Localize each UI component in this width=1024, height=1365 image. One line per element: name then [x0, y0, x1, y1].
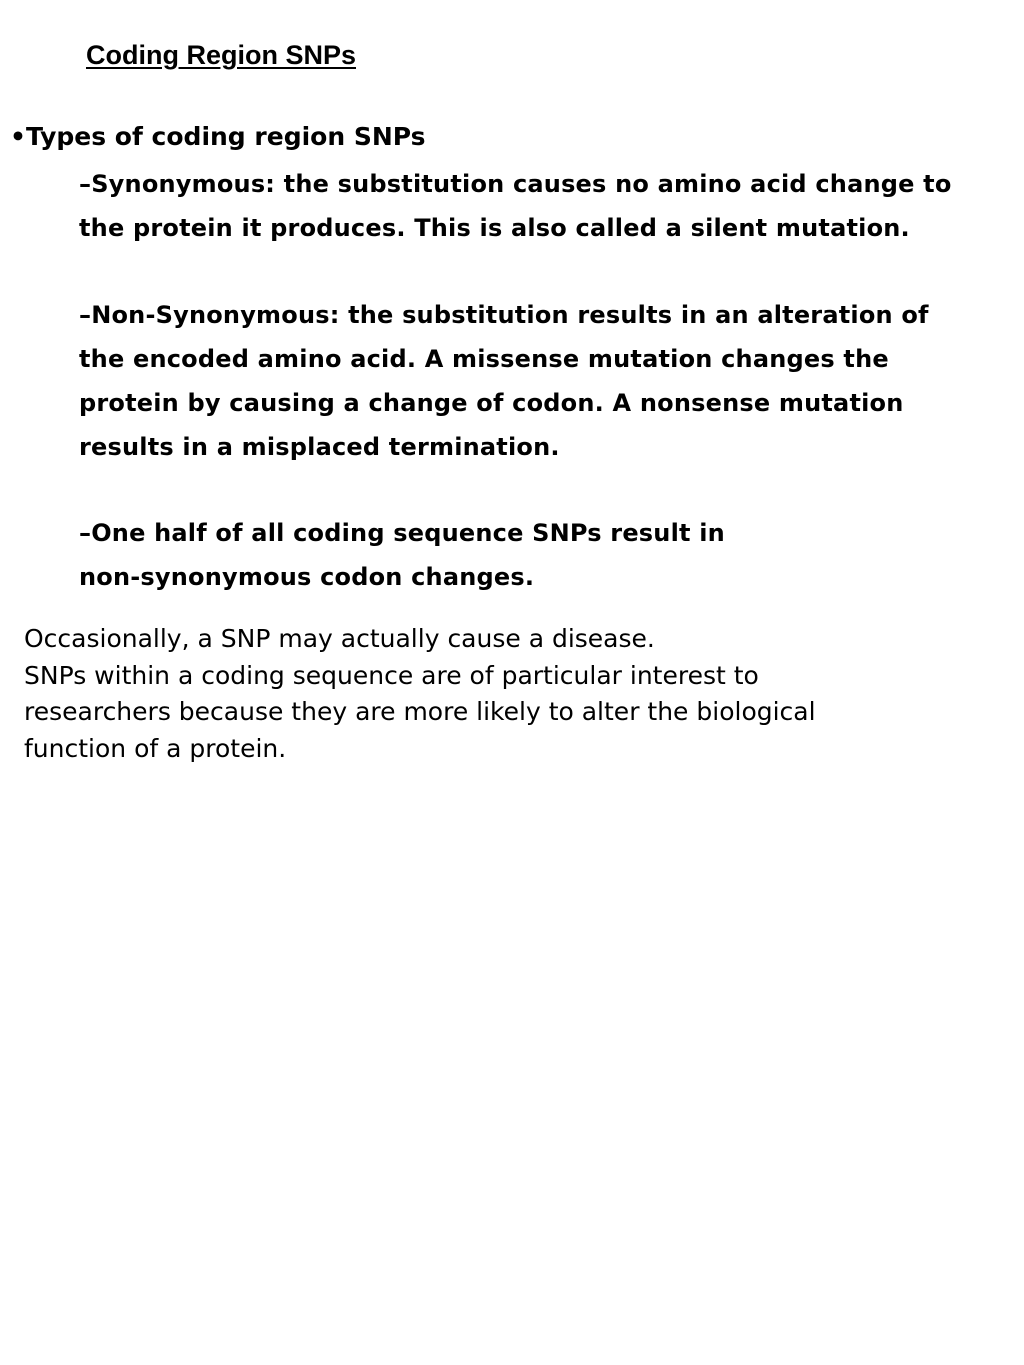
non-synonymous-line: the encoded amino acid. A missense mutation changes the [79, 345, 889, 373]
half-fact-line: non-synonymous codon changes. [79, 563, 535, 591]
page-title: Coding Region SNPs [86, 40, 356, 70]
note-paragraph [24, 621, 1004, 767]
synonymous-item [79, 162, 1014, 250]
half-fact-item [79, 511, 1014, 599]
synonymous-line: the protein it produces. This is also called a silent mutation. [79, 214, 910, 242]
bullet-heading: •Types of coding region SNPs [10, 122, 426, 151]
note-line: researchers because they are more likely to alter the biological [24, 697, 816, 726]
note-line: function of a protein. [24, 733, 287, 763]
non-synonymous-line: protein by causing a change of codon. A nonsense mutation [79, 389, 904, 417]
synonymous-line: –Synonymous: the substitution causes no amino acid change to [79, 170, 952, 198]
half-fact-line: –One half of all coding sequence SNPs result in [79, 519, 725, 547]
note-line: SNPs within a coding sequence are of particular interest to [24, 660, 759, 690]
non-synonymous-line: –Non-Synonymous: the substitution results in an alteration of [79, 301, 929, 329]
non-synonymous-item [79, 293, 1014, 469]
note-line: Occasionally, a SNP may actually cause a disease. [24, 624, 655, 653]
non-synonymous-line: results in a misplaced termination. [79, 433, 560, 461]
